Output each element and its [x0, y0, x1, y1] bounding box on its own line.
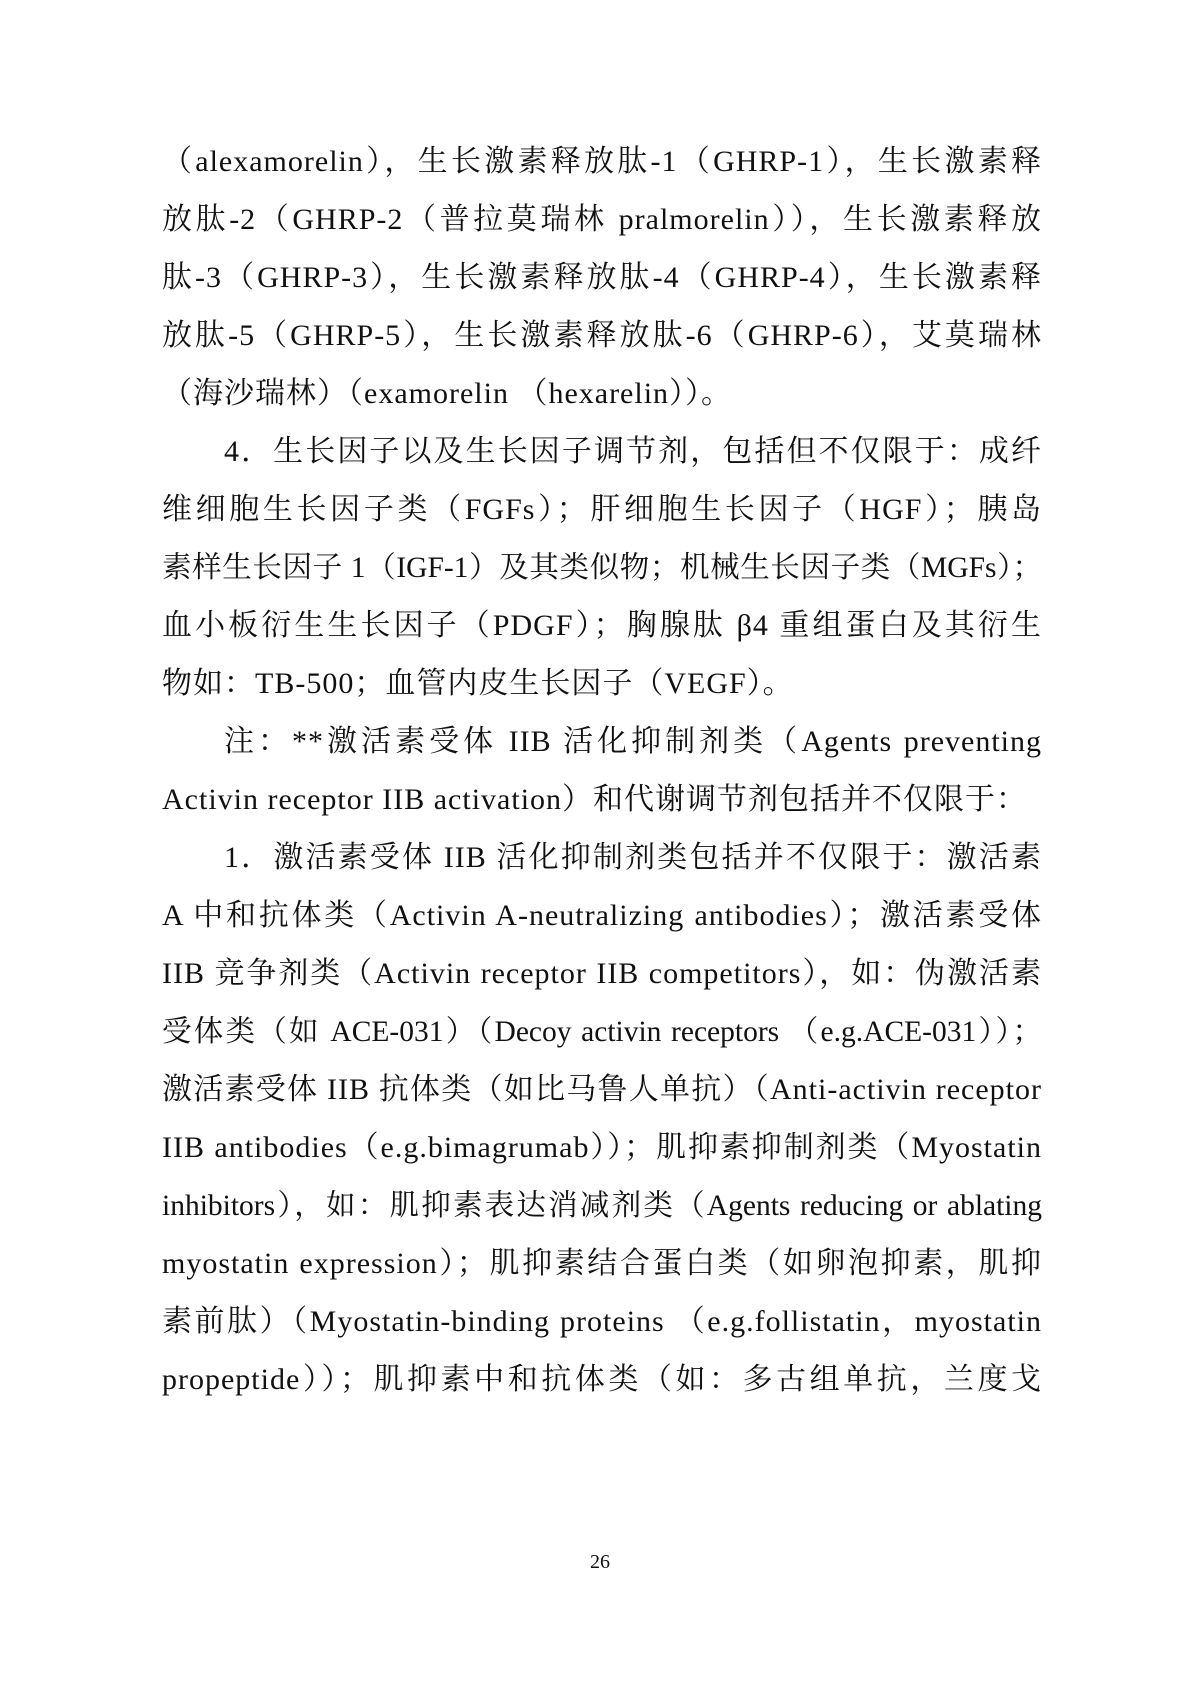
text-line: 维细胞生长因子类（FGFs）；肝细胞生长因子（HGF）；胰岛 [162, 493, 1042, 526]
text-line: 1．激活素受体 IIB 活化抑制剂类包括并不仅限于：激活素 [224, 841, 1042, 874]
text-line: （海沙瑞林）（examorelin （hexarelin））。 [162, 377, 733, 410]
text-line: myostatin expression）；肌抑素结合蛋白类（如卵泡抑素，肌抑 [162, 1247, 1042, 1280]
text-line: Activin receptor IIB activation）和代谢调节剂包括并不仅限于： [162, 783, 1028, 816]
text-line: IIB antibodies（e.g.bimagrumab））；肌抑素抑制剂类（Myostatin [162, 1131, 1042, 1164]
text-line: inhibitors），如：肌抑素表达消减剂类（Agents reducing or ablating [162, 1190, 1042, 1222]
text-line: 放肽-5（GHRP-5），生长激素释放肽-6（GHRP-6），艾莫瑞林 [162, 319, 1042, 352]
text-line: 放肽-2（GHRP-2（普拉莫瑞林 pralmorelin）），生长激素释放 [162, 203, 1042, 236]
text-line: A 中和抗体类（Activin A-neutralizing antibodies）；激活素受体 [162, 899, 1042, 932]
text-line: 肽-3（GHRP-3），生长激素释放肽-4（GHRP-4），生长激素释 [162, 261, 1042, 294]
text-line: 受体类（如 ACE-031）（Decoy activin receptors （e.g.ACE-031））； [162, 1016, 1042, 1048]
text-line: 物如：TB-500；血管内皮生长因子（VEGF）。 [162, 667, 794, 700]
text-line: （alexamorelin），生长激素释放肽-1（GHRP-1），生长激素释 [162, 145, 1042, 178]
text-line: 激活素受体 IIB 抗体类（如比马鲁人单抗）（Anti-activin receptor [162, 1073, 1042, 1106]
text-line: 素样生长因子 1（IGF-1）及其类似物；机械生长因子类（MGFs）； [162, 552, 1042, 584]
text-line: propeptide））；肌抑素中和抗体类（如：多古组单抗，兰度戈 [162, 1363, 1042, 1396]
page-number: 26 [590, 1551, 610, 1573]
text-line: IIB 竞争剂类（Activin receptor IIB competitors），如：伪激活素 [162, 957, 1042, 990]
text-line: 注：**激活素受体 IIB 活化抑制剂类（Agents preventing [224, 725, 1042, 758]
text-line: 素前肽）（Myostatin-binding proteins （e.g.follistatin，myostatin [162, 1305, 1042, 1338]
text-line: 4．生长因子以及生长因子调节剂，包括但不仅限于：成纤 [224, 435, 1042, 468]
text-line: 血小板衍生生长因子（PDGF）；胸腺肽 β4 重组蛋白及其衍生 [162, 609, 1042, 642]
